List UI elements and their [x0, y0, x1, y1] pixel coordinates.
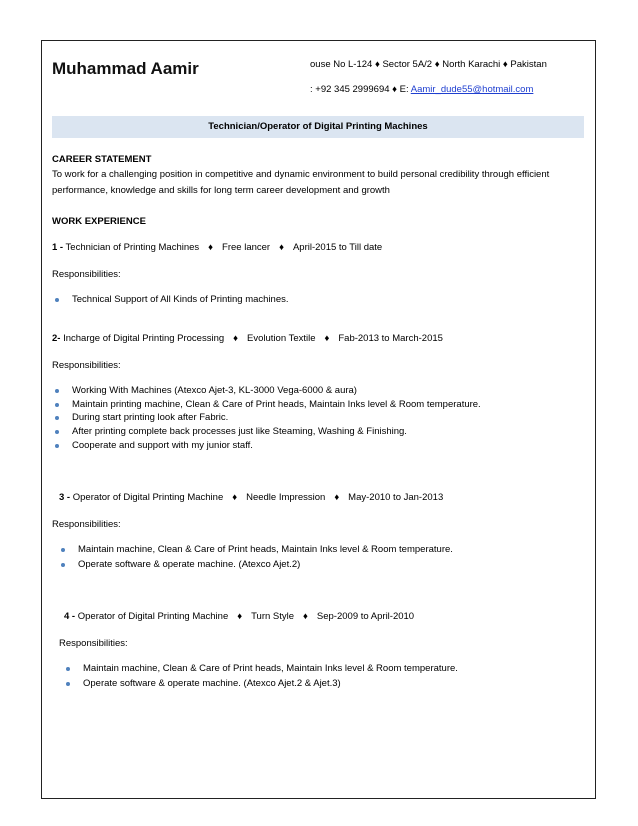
list-item: After printing complete back processes just like Steaming, Washing & Finishing. [72, 426, 407, 437]
diamond-icon: ♦ [279, 242, 284, 253]
diamond-icon: ♦ [233, 333, 239, 344]
responsibilities-label: Responsibilities: [52, 269, 121, 280]
list-item: Operate software & operate machine. (Atexco Ajet.2) [78, 559, 301, 570]
bullet-icon [55, 403, 59, 407]
bullet-icon [66, 682, 70, 686]
job-number: 4 - [64, 611, 76, 622]
diamond-icon: ♦ [324, 333, 330, 344]
career-statement: To work for a challenging position in competitive and dynamic environment to build personal credibility through efficient performance, knowledge and skills for long term career development and growth [52, 169, 550, 196]
list-item: Maintain printing machine, Clean & Care of Print heads, Maintain Inks level & Room temperature. [72, 399, 481, 410]
contact-line [310, 84, 533, 95]
candidate-name: Muhammad Aamir [52, 59, 199, 78]
job-title-heading: Technician/Operator of Digital Printing Machines [208, 121, 428, 132]
bullet-icon [61, 548, 65, 552]
responsibilities-label: Responsibilities: [59, 638, 128, 649]
list-item: Maintain machine, Clean & Care of Print heads, Maintain Inks level & Room temperature. [78, 544, 453, 555]
job-role: Incharge of Digital Printing Processing [60, 333, 225, 344]
list-item: During start printing look after Fabric. [72, 412, 229, 423]
job-company: Evolution Textile [247, 333, 316, 344]
job-line [52, 240, 382, 255]
bullet-icon [61, 563, 65, 567]
job-number: 2- [52, 333, 61, 344]
list-item: Operate software & operate machine. (Atexco Ajet.2 & Ajet.3) [83, 678, 341, 689]
responsibilities-label: Responsibilities: [52, 519, 121, 530]
job-line [59, 490, 443, 505]
email-link[interactable]: Aamir_dude55@hotmail.com [410, 84, 534, 95]
job-role: Operator of Digital Printing Machine [75, 611, 229, 622]
career-heading: CAREER STATEMENT [52, 154, 152, 165]
list-item: Working With Machines (Atexco Ajet-3, KL-3000 Vega-6000 & aura) [72, 385, 357, 396]
job-period: Fab-2013 to March-2015 [338, 333, 443, 344]
job-number: 3 - [59, 492, 71, 503]
job-line [52, 331, 443, 346]
work-heading: WORK EXPERIENCE [52, 216, 146, 227]
job-number: 1 - [52, 242, 64, 253]
bullet-icon [66, 667, 70, 671]
bullet-icon [55, 416, 59, 420]
job-period: May-2010 to Jan-2013 [348, 492, 444, 503]
list-item: Cooperate and support with my junior staff. [72, 440, 253, 451]
diamond-icon: ♦ [232, 492, 238, 503]
responsibilities-label: Responsibilities: [52, 360, 121, 371]
job-company: Turn Style [251, 611, 295, 622]
job-period: Sep-2009 to April-2010 [316, 611, 415, 622]
job-role: Operator of Digital Printing Machine [70, 492, 224, 503]
job-period: April-2015 to Till date [292, 242, 383, 253]
bullet-icon [55, 430, 59, 434]
list-item: Technical Support of All Kinds of Printing machines. [72, 294, 289, 305]
job-role: Technician of Printing Machines [63, 242, 200, 253]
diamond-icon: ♦ [334, 492, 340, 503]
job-company: Needle Impression [246, 492, 326, 503]
address-line: ouse No L-124 ♦ Sector 5A/2 ♦ North Karachi ♦ Pakistan [310, 59, 547, 70]
diamond-icon: ♦ [303, 611, 308, 622]
diamond-icon: ♦ [237, 611, 243, 622]
list-item: Maintain machine, Clean & Care of Print heads, Maintain Inks level & Room temperature. [83, 663, 458, 674]
job-line [64, 609, 414, 624]
bullet-icon [55, 389, 59, 393]
bullet-icon [55, 444, 59, 448]
phone-text: : +92 345 2999694 ♦ E: [310, 84, 411, 95]
diamond-icon: ♦ [208, 242, 214, 253]
bullet-icon [55, 298, 59, 302]
job-company: Free lancer [222, 242, 271, 253]
